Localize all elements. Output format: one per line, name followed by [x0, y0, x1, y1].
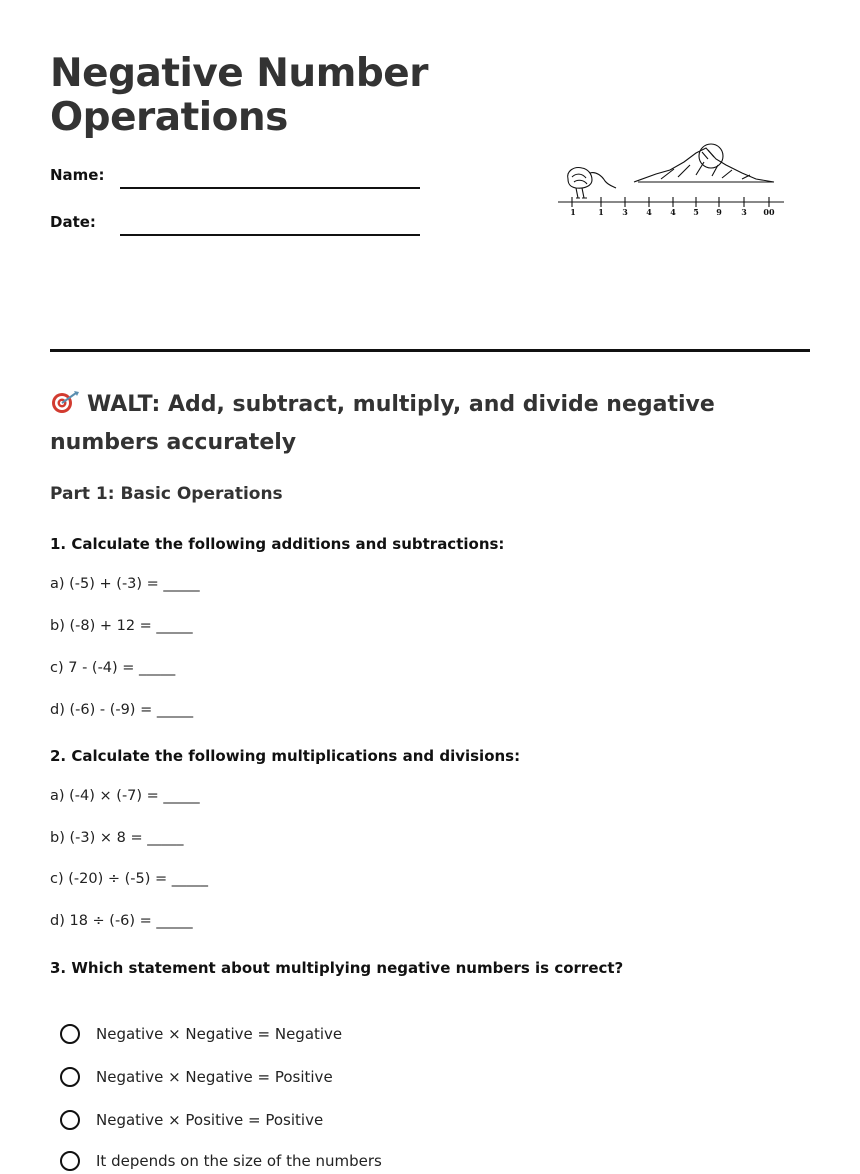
radio-button[interactable] [60, 1067, 80, 1087]
number-line-illustration [556, 135, 792, 225]
walt-text: WALT: Add, subtract, multiply, and divide negative numbers accurately [50, 392, 715, 455]
q1-item-a: a) (-5) + (-3) = _____ [50, 576, 200, 592]
target-dart-icon [50, 390, 80, 414]
radio-button[interactable] [60, 1110, 80, 1130]
tick-label: 5 [693, 207, 699, 217]
q2-item-c: c) (-20) ÷ (-5) = _____ [50, 871, 208, 887]
question-3-prompt: 3. Which statement about multiplying negative numbers is correct? [50, 959, 624, 977]
section-divider [50, 349, 810, 352]
tick-label: 3 [741, 207, 747, 217]
number-line-labels [570, 207, 775, 217]
q3-option-2[interactable] [60, 1064, 333, 1090]
q1-item-d: d) (-6) - (-9) = _____ [50, 702, 194, 718]
q1-item-b: b) (-8) + 12 = _____ [50, 618, 193, 634]
q2-item-b: b) (-3) × 8 = _____ [50, 830, 184, 846]
tick-label: 1 [570, 207, 576, 217]
tick-label: 1 [598, 207, 604, 217]
worksheet-title [50, 52, 428, 140]
part-1-heading: Part 1: Basic Operations [50, 484, 283, 504]
q2-item-d: d) 18 ÷ (-6) = _____ [50, 913, 193, 929]
tick-label: 3 [622, 207, 628, 217]
tick-label: 00 [763, 207, 775, 217]
q2-item-a: a) (-4) × (-7) = _____ [50, 788, 200, 804]
option-label: It depends on the size of the numbers [96, 1152, 382, 1170]
option-label: Negative × Negative = Negative [96, 1025, 343, 1043]
q3-option-1[interactable] [60, 1021, 342, 1047]
question-1-prompt: 1. Calculate the following additions and subtractions: [50, 535, 505, 553]
q1-item-c: c) 7 - (-4) = _____ [50, 660, 176, 676]
kiwi-bird-drawing [568, 168, 616, 198]
mountain-drawing [634, 144, 774, 182]
tick-label: 4 [670, 207, 676, 217]
option-label: Negative × Positive = Positive [96, 1111, 324, 1129]
tick-label: 4 [646, 207, 652, 217]
question-2-prompt: 2. Calculate the following multiplications and divisions: [50, 747, 521, 765]
name-field[interactable] [120, 187, 420, 189]
name-label: Name: [50, 166, 105, 184]
q3-option-4[interactable] [60, 1148, 382, 1174]
q3-option-3[interactable] [60, 1107, 323, 1133]
radio-button[interactable] [60, 1024, 80, 1044]
title-line-2: Operations [50, 95, 288, 140]
radio-button[interactable] [60, 1151, 80, 1171]
walt-heading [50, 386, 810, 462]
date-field[interactable] [120, 234, 420, 236]
tick-label: 9 [716, 207, 722, 217]
option-label: Negative × Negative = Positive [96, 1068, 333, 1086]
title-line-1: Negative Number [50, 51, 428, 96]
date-label: Date: [50, 213, 96, 231]
number-line [558, 197, 784, 207]
